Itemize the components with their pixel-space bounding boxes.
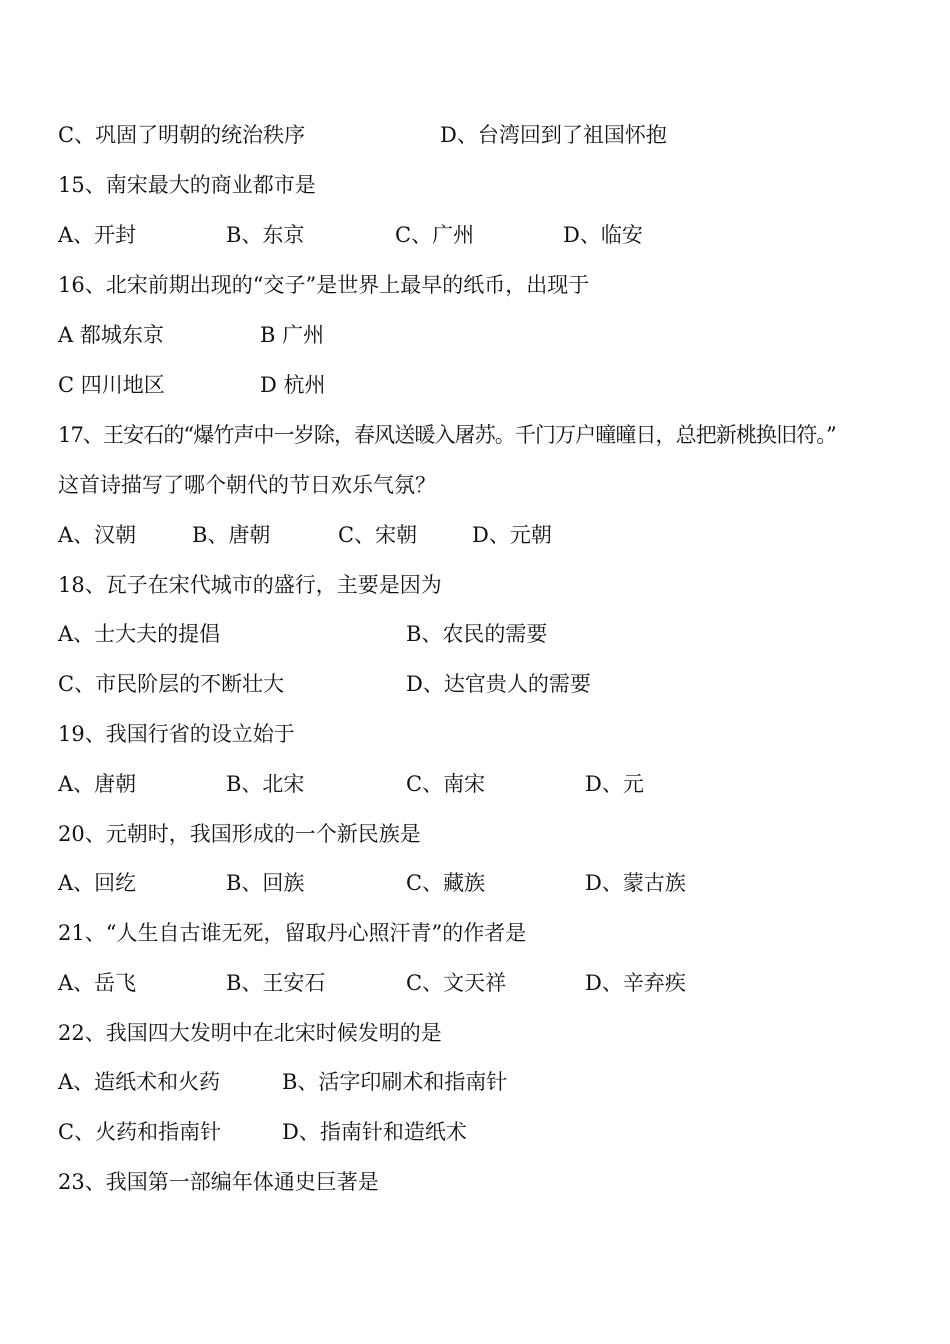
q15-option-a: A、开封 [58,223,137,247]
q17-option-d: D、元朝 [472,523,552,547]
q22-question: 22、我国四大发明中在北宋时候发明的是 [58,1021,442,1045]
q18-option-c: C、市民阶层的不断壮大 [58,672,285,696]
q16-question: 16、北宋前期出现的“交子”是世界上最早的纸币，出现于 [58,273,590,297]
q21-option-c: C、文天祥 [406,971,507,995]
q15-option-d: D、临安 [563,223,643,247]
q15-option-b: B、东京 [226,223,305,247]
q21-option-d: D、辛弃疾 [585,971,686,995]
q22-option-b: B、活字印刷术和指南针 [282,1070,508,1094]
q16-option-d: D 杭州 [260,373,326,397]
q20-option-c: C、藏族 [406,871,486,895]
q14-option-c: C、巩固了明朝的统治秩序 [58,123,306,147]
q16-option-a: A 都城东京 [58,323,164,347]
q21-option-a: A、岳飞 [58,971,137,995]
q20-option-a: A、回纥 [58,871,137,895]
q19-option-a: A、唐朝 [58,772,137,796]
q17-question-line2: 这首诗描写了哪个朝代的节日欢乐气氛？ [58,473,436,497]
q17-question-line1: 17、王安石的“爆竹声中一岁除，春风送暖入屠苏。千门万户曈曈日，总把新桃换旧符。” [58,423,836,447]
q22-option-c: C、火药和指南针 [58,1120,222,1144]
q16-option-c: C 四川地区 [58,373,165,397]
q19-question: 19、我国行省的设立始于 [58,722,295,746]
q22-option-d: D、指南针和造纸术 [282,1120,467,1144]
q19-option-d: D、元 [585,772,644,796]
q18-question: 18、瓦子在宋代城市的盛行，主要是因为 [58,573,442,597]
q22-option-a: A、造纸术和火药 [58,1070,221,1094]
q18-option-d: D、达官贵人的需要 [406,672,591,696]
q20-option-d: D、蒙古族 [585,871,686,895]
q20-question: 20、元朝时，我国形成的一个新民族是 [58,822,421,846]
q18-option-b: B、农民的需要 [406,622,548,646]
q14-option-d: D、台湾回到了祖国怀抱 [440,123,667,147]
q19-option-c: C、南宋 [406,772,486,796]
q16-option-b: B 广州 [260,323,325,347]
q21-question: 21、“人生自古谁无死，留取丹心照汗青”的作者是 [58,921,527,945]
q23-question: 23、我国第一部编年体通史巨著是 [58,1170,379,1194]
q15-option-c: C、广州 [395,223,475,247]
q20-option-b: B、回族 [226,871,305,895]
q21-option-b: B、王安石 [226,971,326,995]
q17-option-a: A、汉朝 [58,523,137,547]
q15-question: 15、南宋最大的商业都市是 [58,173,316,197]
q17-option-b: B、唐朝 [192,523,271,547]
q17-option-c: C、宋朝 [338,523,418,547]
q19-option-b: B、北宋 [226,772,305,796]
q18-option-a: A、士大夫的提倡 [58,622,221,646]
